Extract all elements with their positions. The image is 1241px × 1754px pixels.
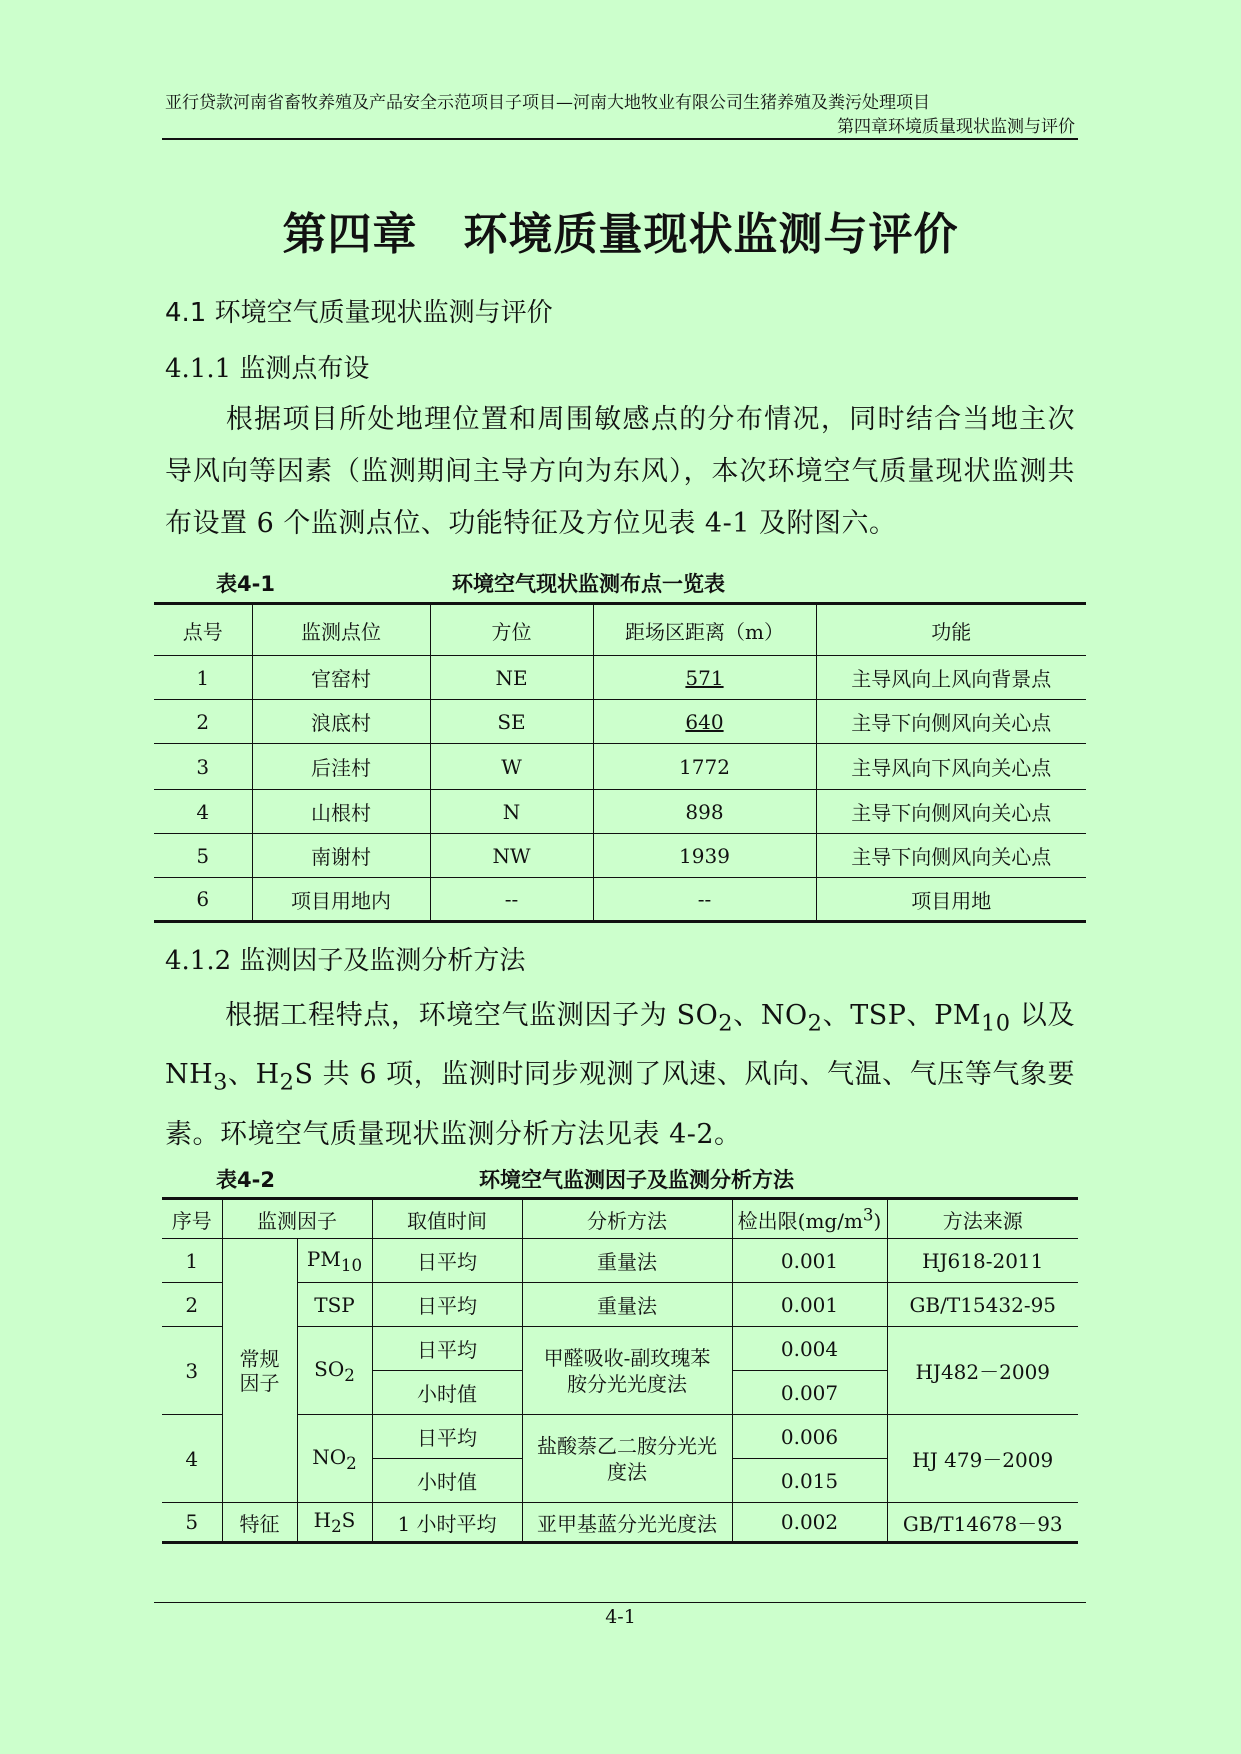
table-cell: 640 bbox=[593, 700, 816, 744]
paragraph-1-text: 根据项目所处地理位置和周围敏感点的分布情况，同时结合当地主次导风向等因素（监测期间主导方向为东风），本次环境空气质量现状监测共布设置 6 个监测点位、功能特征及方位见表 4-1 及附图六。 bbox=[165, 404, 1075, 539]
monitoring-methods-table bbox=[162, 1197, 1078, 1544]
paragraph-monitoring-points bbox=[165, 394, 1075, 550]
factor-group-regular bbox=[222, 1239, 297, 1503]
table-2-number: 表4-2 bbox=[216, 1168, 275, 1192]
table-header-cell: 功能 bbox=[816, 604, 1086, 656]
table-cell: 小时值 bbox=[372, 1371, 522, 1415]
table-header-row bbox=[154, 604, 1086, 656]
table-cell: 898 bbox=[593, 790, 816, 834]
table-cell: 主导风向上风向背景点 bbox=[816, 656, 1086, 700]
table-cell: 1 bbox=[162, 1239, 222, 1283]
subscript: 3 bbox=[213, 1069, 228, 1096]
table-row bbox=[162, 1415, 1078, 1459]
table-cell: 项目用地 bbox=[816, 878, 1086, 922]
table-cell: 3 bbox=[154, 744, 252, 790]
factor-name: H bbox=[313, 1508, 332, 1532]
table-row bbox=[162, 1503, 1078, 1543]
table-cell: 4 bbox=[154, 790, 252, 834]
table-1-number: 表4-1 bbox=[216, 572, 275, 596]
table-header-cell: 点号 bbox=[182, 619, 223, 644]
table-cell: 后洼村 bbox=[252, 744, 430, 790]
factor-name: PM bbox=[306, 1246, 341, 1271]
table-cell: 3 bbox=[162, 1327, 222, 1415]
table-row bbox=[154, 700, 1086, 744]
table-cell: GB/T15432-95 bbox=[887, 1283, 1078, 1327]
table-cell: 项目用地内 bbox=[252, 878, 430, 922]
table-cell: 山根村 bbox=[252, 790, 430, 834]
table-row bbox=[154, 744, 1086, 790]
chapter-number: 第四章 bbox=[282, 209, 418, 260]
table-cell: SE bbox=[430, 700, 593, 744]
table-cell bbox=[522, 1415, 732, 1503]
table-cell: 浪底村 bbox=[252, 700, 430, 744]
table-cell bbox=[297, 1415, 372, 1503]
table-cell: 主导下向侧风向关心点 bbox=[816, 700, 1086, 744]
table-header-cell: 方法来源 bbox=[887, 1199, 1078, 1239]
table-cell: W bbox=[430, 744, 593, 790]
table-header-cell: 取值时间 bbox=[372, 1199, 522, 1239]
table-cell: 主导下向侧风向关心点 bbox=[816, 834, 1086, 878]
factor-group-special: 特征 bbox=[222, 1503, 297, 1543]
table-cell: GB/T14678－93 bbox=[887, 1503, 1078, 1543]
paragraph-2-text: 、NO bbox=[733, 1000, 808, 1031]
table-cell: 571 bbox=[593, 656, 816, 700]
table-cell: 4 bbox=[162, 1415, 222, 1503]
page-number: 4-1 bbox=[605, 1606, 636, 1628]
monitoring-points-table bbox=[154, 602, 1086, 923]
paragraph-2-text: 以及 NH bbox=[165, 1000, 1075, 1091]
table-row bbox=[154, 790, 1086, 834]
table-row bbox=[154, 656, 1086, 700]
table-cell: 重量法 bbox=[522, 1239, 732, 1283]
table-cell: 5 bbox=[154, 834, 252, 878]
subscript: 2 bbox=[346, 1453, 357, 1473]
header-rule bbox=[162, 138, 1078, 140]
table-1-title: 环境空气现状监测布点一览表 bbox=[452, 572, 725, 596]
table-cell bbox=[297, 1327, 372, 1415]
table-cell: 2 bbox=[162, 1283, 222, 1327]
table-row bbox=[154, 878, 1086, 922]
footer-rule bbox=[154, 1602, 1086, 1603]
method-text: 甲醛吸收-副玫瑰苯胺分光光度法 bbox=[543, 1345, 711, 1396]
table-cell: 南谢村 bbox=[252, 834, 430, 878]
table-row bbox=[162, 1327, 1078, 1371]
table-header-cell: 监测因子 bbox=[222, 1199, 372, 1239]
table-header-row bbox=[162, 1199, 1078, 1239]
method-text: 盐酸萘乙二胺分光光度法 bbox=[537, 1433, 717, 1484]
table-header-cell: 分析方法 bbox=[522, 1199, 732, 1239]
table-cell: N bbox=[430, 790, 593, 834]
section-heading-4-1-2: 4.1.2 监测因子及监测分析方法 bbox=[165, 946, 526, 976]
running-header-project: 亚行贷款河南省畜牧养殖及产品安全示范项目子项目—河南大地牧业有限公司生猪养殖及粪污处理项目 bbox=[165, 93, 930, 113]
table-cell: 1772 bbox=[593, 744, 816, 790]
table-cell: 主导下向侧风向关心点 bbox=[816, 790, 1086, 834]
paragraph-2-text: 根据工程特点，环境空气监测因子为 SO bbox=[225, 1000, 719, 1031]
table-cell: 日平均 bbox=[372, 1415, 522, 1459]
table-cell: 1 小时平均 bbox=[372, 1503, 522, 1543]
subscript: 2 bbox=[718, 1010, 734, 1037]
header-text: 检出限(mg/m bbox=[737, 1208, 863, 1233]
section-heading-4-1: 4.1 环境空气质量现状监测与评价 bbox=[165, 298, 553, 328]
table-cell: NE bbox=[430, 656, 593, 700]
table-cell: 官窑村 bbox=[252, 656, 430, 700]
factor-name: NO bbox=[312, 1444, 347, 1469]
table-cell: 0.001 bbox=[732, 1283, 887, 1327]
table-row bbox=[162, 1239, 1078, 1283]
table-cell: 0.006 bbox=[732, 1415, 887, 1459]
subscript: 10 bbox=[340, 1255, 363, 1275]
table-2-title: 环境空气监测因子及监测分析方法 bbox=[479, 1168, 794, 1192]
table-cell bbox=[297, 1503, 372, 1543]
table-row bbox=[162, 1283, 1078, 1327]
header-text: ) bbox=[873, 1208, 882, 1233]
paragraph-2-text: S 共 6 项，监测时同步观测了风速、风向、气温、气压等气象要素。环境空气质量现状监测分析方法见表 4-2。 bbox=[165, 1059, 1076, 1150]
table-cell: HJ 479－2009 bbox=[887, 1415, 1078, 1503]
subscript: 2 bbox=[344, 1365, 355, 1385]
table-row bbox=[154, 834, 1086, 878]
table-cell: 日平均 bbox=[372, 1239, 522, 1283]
paragraph-2-text: 、H bbox=[228, 1059, 280, 1091]
table-cell: 0.007 bbox=[732, 1371, 887, 1415]
paragraph-2-text: 、TSP、PM bbox=[822, 1000, 981, 1031]
table-cell: 5 bbox=[162, 1503, 222, 1543]
table-header-cell: 监测点位 bbox=[252, 604, 430, 656]
table-cell: TSP bbox=[297, 1283, 372, 1327]
table-cell bbox=[522, 1327, 732, 1415]
factor-name: SO bbox=[314, 1356, 345, 1381]
table-cell: 0.002 bbox=[732, 1503, 887, 1543]
table-cell: 重量法 bbox=[522, 1283, 732, 1327]
table-cell: 6 bbox=[154, 878, 252, 922]
table-cell: 2 bbox=[154, 700, 252, 744]
table-cell: 0.004 bbox=[732, 1327, 887, 1371]
table-cell: 日平均 bbox=[372, 1283, 522, 1327]
subscript: 10 bbox=[980, 1010, 1011, 1037]
table-cell: 日平均 bbox=[372, 1327, 522, 1371]
table-header-cell: 方位 bbox=[430, 604, 593, 656]
table-header-cell: 距场区距离（m） bbox=[593, 604, 816, 656]
table-cell: 主导风向下风向关心点 bbox=[816, 744, 1086, 790]
subscript: 2 bbox=[331, 1517, 342, 1536]
table-cell: 亚甲基蓝分光光度法 bbox=[522, 1503, 732, 1543]
running-header-chapter: 第四章环境质量现状监测与评价 bbox=[837, 117, 1075, 137]
table-cell: -- bbox=[593, 878, 816, 922]
superscript: 3 bbox=[862, 1204, 874, 1224]
table-cell: 0.015 bbox=[732, 1459, 887, 1503]
table-header-cell bbox=[732, 1199, 887, 1239]
table-cell: NW bbox=[430, 834, 593, 878]
table-cell: HJ482－2009 bbox=[887, 1327, 1078, 1415]
subscript: 2 bbox=[807, 1010, 823, 1037]
paragraph-monitoring-factors bbox=[165, 990, 1075, 1161]
table-cell: HJ618-2011 bbox=[887, 1239, 1078, 1283]
table-header-cell: 序号 bbox=[162, 1199, 222, 1239]
section-heading-4-1-1: 4.1.1 监测点布设 bbox=[165, 354, 370, 384]
table-cell bbox=[297, 1239, 372, 1283]
table-cell: 1 bbox=[154, 656, 252, 700]
subscript: 2 bbox=[279, 1069, 295, 1096]
table-cell: 1939 bbox=[593, 834, 816, 878]
table-cell: 0.001 bbox=[732, 1239, 887, 1283]
table-cell: 小时值 bbox=[372, 1459, 522, 1503]
chapter-name: 环境质量现状监测与评价 bbox=[463, 209, 959, 260]
table-cell: -- bbox=[430, 878, 593, 922]
chapter-title bbox=[0, 198, 1241, 262]
factor-name: S bbox=[341, 1508, 356, 1532]
group-label: 常规因子 bbox=[239, 1346, 280, 1395]
